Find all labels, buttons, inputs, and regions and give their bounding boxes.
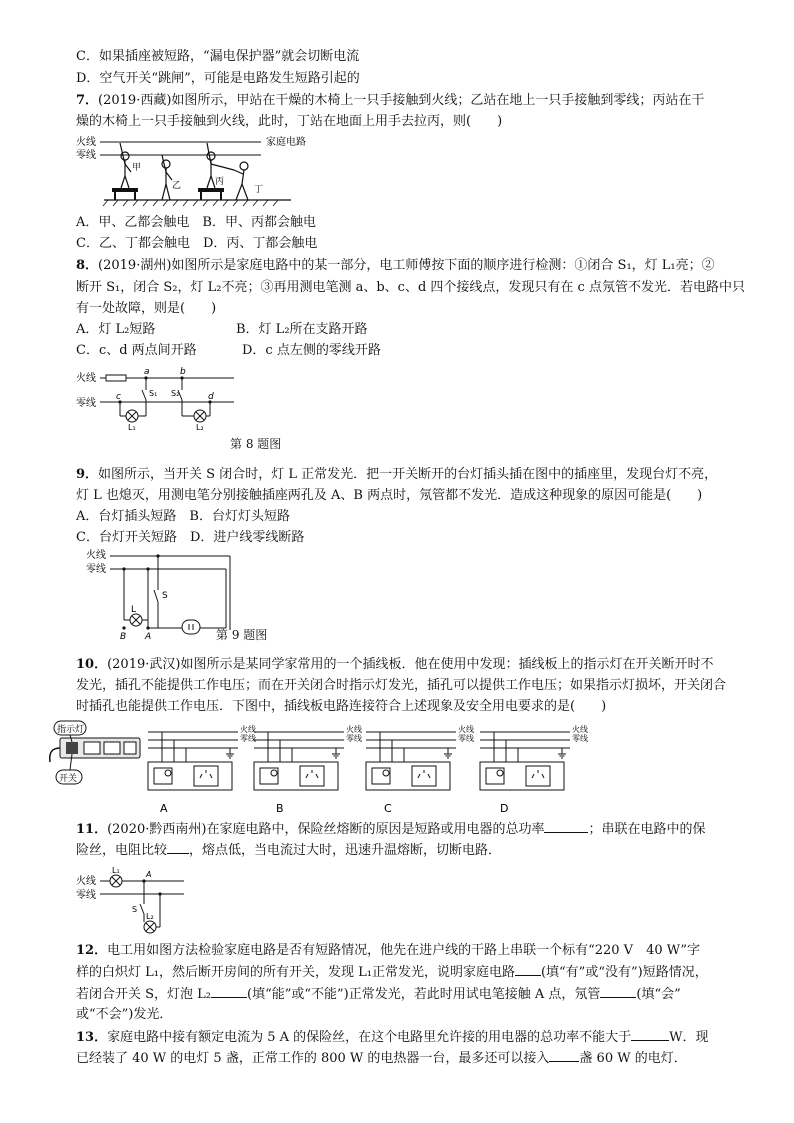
q10-fig-kaiguan: 开关 [59, 774, 78, 784]
q9-stem-line1: 9．如图所示，当开关 S 闭合时，灯 L 正常发光．把一开关断开的台灯插头插在图中的插座里，发现台灯不亮， [76, 467, 718, 482]
q13-blank-1[interactable] [631, 1027, 669, 1041]
q9-fig-a: A [145, 632, 152, 642]
q7-stem-line2: 燥的木椅上一只手接触到火线，此时，丁站在地面上用手去拉丙，则( ) [76, 114, 503, 129]
q7-figure [76, 134, 326, 212]
q12-stem-line1: 12．电工用如图方法检验家庭电路是否有短路情况，他先在进户线的干路上串联一个标有“220 V 40 W”字 [76, 943, 700, 958]
q10-label-c: C [384, 802, 392, 815]
q9-stem-line2: 灯 L 也熄灭，用测电笔分别接触插座两孔及 A、B 两点时，氖管都不发光．造成这种现象的原因可能是( ) [76, 488, 703, 503]
q6-option-d: D．空气开关“跳闸”，可能是电路发生短路引起的 [76, 71, 360, 86]
q7-fig-jia: 甲 [132, 163, 142, 173]
q9-options-row2: C．台灯开关短路 D．进户线零线断路 [76, 530, 305, 545]
q7-stem-line1: 7．(2019·西藏)如图所示，甲站在干燥的木椅上一只手接触到火线；乙站在地上一只手接触到零线；丙站在干 [76, 93, 705, 108]
q7-fig-jiating: 家庭电路 [266, 137, 306, 148]
q13-stem-line1: 13．家庭电路中接有额定电流为 5 A 的保险丝，在这个电路里允许接的用电器的总功率不能大于 W．现 [76, 1027, 709, 1048]
q10-circuit-d [480, 724, 588, 790]
q9-fig-lingxian: 零线 [86, 564, 106, 575]
q10-stem-line2: 发光，插孔不能提供工作电压；而在开关闭合时指示灯发光，插孔可以提供工作电压；如果指示灯损坏，开关闭合 [76, 678, 727, 693]
q11-fig-a: A [146, 870, 152, 879]
q7-fig-yi: 乙 [172, 181, 182, 191]
q8-caption: 第 8 题图 [230, 437, 282, 451]
q8-option-c: C．c、d 两点间开路 [76, 343, 197, 358]
q8-fig-l2: L₂ [196, 423, 204, 430]
power-strip-icon [50, 738, 140, 762]
svg-text:火线: 火线 [240, 725, 256, 734]
q8-fig-s2: S₂ [171, 389, 180, 398]
svg-text:火线: 火线 [458, 725, 474, 734]
q13-number: 13． [76, 1030, 108, 1045]
svg-text:零线: 零线 [240, 734, 256, 743]
svg-text:零线: 零线 [346, 734, 362, 743]
q10-figure [44, 718, 764, 818]
svg-text:火线: 火线 [346, 725, 362, 734]
q7-options-row1: A．甲、乙都会触电 B．甲、丙都会触电 [76, 215, 316, 230]
q11-stem-line1: 11．(2020·黔西南州)在家庭电路中，保险丝熔断的原因是短路或用电器的总功率 ；串联在电路中的保 [76, 819, 705, 840]
q10-fig-zhishideng: 指示灯 [57, 725, 85, 735]
q8-figure [76, 364, 236, 430]
q9-options-row1: A．台灯插头短路 B．台灯灯头短路 [76, 509, 290, 524]
q9-fig-s: S [162, 591, 168, 601]
q12-stem-line2: 样的白炽灯 L₁，然后断开房间的所有开关，发现 L₁正常发光，说明家庭电路 (填“有”或“没有”)短路情况， [76, 962, 708, 983]
q7-fig-huoxian: 火线 [76, 137, 96, 148]
q8-fig-b: b [180, 367, 186, 377]
q8-option-d: D．c 点左侧的零线开路 [242, 343, 381, 358]
q8-stem-line2: 断开 S₁，闭合 S₂，灯 L₂不亮；③再用测电笔测 a、b、c、d 四个接线点，发现只有在 c 点氖管不发光．若电路中只 [76, 280, 745, 295]
q12-blank-2[interactable] [211, 984, 247, 998]
q11-fig-l2: L₂ [146, 912, 154, 921]
q12-stem-line3: 若闭合开关 S，灯泡 L₂ (填“能”或“不能”)正常发光，若此时用试电笔接触 A 点，氖管 (填“会” [76, 984, 681, 1005]
q8-fig-l1: L₁ [128, 423, 136, 430]
q11-fig-huoxian: 火线 [76, 876, 96, 887]
q12-stem-line4: 或“不会”)发光． [76, 1007, 173, 1022]
q10-stem-line3: 时插孔也能提供工作电压．下图中，插线板电路连接符合上述现象及安全用电要求的是( ) [76, 699, 607, 714]
q10-number: 10． [76, 657, 108, 672]
q7-fig-lingxian: 零线 [76, 150, 96, 161]
q9-figure [76, 548, 236, 643]
q11-fig-s: S [132, 905, 138, 914]
q13-stem-line2: 已经装了 40 W 的电灯 5 盏，正常工作的 800 W 的电热器一台，最多还可以接入 盏 60 W 的电灯． [76, 1048, 687, 1069]
q10-label-a: A [160, 802, 168, 815]
q11-blank-1[interactable] [544, 819, 588, 833]
q11-number: 11． [76, 822, 108, 837]
q7-fig-ding: 丁 [254, 185, 264, 195]
q8-fig-lingxian: 零线 [76, 398, 96, 409]
q11-blank-2[interactable] [167, 840, 189, 854]
q10-circuit-b [254, 724, 362, 790]
q8-number: 8． [76, 258, 99, 273]
q7-fig-bing: 丙 [215, 177, 225, 187]
q10-circuit-a [148, 724, 256, 790]
q9-fig-huoxian: 火线 [86, 550, 106, 561]
q9-number: 9． [76, 467, 99, 482]
q8-stem-line1: 8．(2019·湖州)如图所示是家庭电路中的某一部分，电工师傅按下面的顺序进行检测：①闭合 S₁，灯 L₁亮；② [76, 258, 715, 273]
q9-fig-b: B [120, 632, 127, 642]
q11-fig-l1: L₁ [112, 866, 120, 875]
q9-fig-l: L [131, 605, 137, 615]
q10-label-b: B [276, 802, 284, 815]
q11-figure [76, 864, 196, 938]
q6-option-c: C．如果插座被短路，“漏电保护器”就会切断电流 [76, 49, 360, 64]
q12-blank-3[interactable] [600, 984, 636, 998]
q8-option-a: A．灯 L₂短路 [76, 322, 156, 337]
q7-number: 7． [76, 93, 99, 108]
q8-fig-c: c [116, 392, 121, 402]
q9-caption: 第 9 题图 [216, 628, 268, 642]
q10-label-d: D [500, 802, 509, 815]
q8-fig-s1: S₁ [149, 389, 158, 398]
q10-stem-line1: 10．(2019·武汉)如图所示是某同学家常用的一个插线板．他在使用中发现：插线板上的指示灯在开关断开时不 [76, 657, 714, 672]
q13-blank-2[interactable] [549, 1048, 579, 1062]
q12-number: 12． [76, 943, 108, 958]
q11-fig-lingxian: 零线 [76, 890, 96, 901]
q7-options-row2: C．乙、丁都会触电 D．丙、丁都会触电 [76, 236, 318, 251]
svg-text:零线: 零线 [458, 734, 474, 743]
q12-blank-1[interactable] [515, 962, 541, 976]
q8-fig-huoxian: 火线 [76, 373, 96, 384]
q8-fig-a: a [144, 367, 150, 377]
q8-option-b: B．灯 L₂所在支路开路 [236, 322, 368, 337]
q11-stem-line2: 险丝，电阻比较 ，熔点低，当电流过大时，迅速升温熔断，切断电路． [76, 840, 501, 861]
svg-text:火线: 火线 [572, 725, 588, 734]
q10-circuit-c [366, 724, 474, 790]
q8-fig-d: d [208, 392, 214, 402]
svg-text:零线: 零线 [572, 734, 588, 743]
q8-stem-line3: 有一处故障，则是( ) [76, 301, 217, 316]
